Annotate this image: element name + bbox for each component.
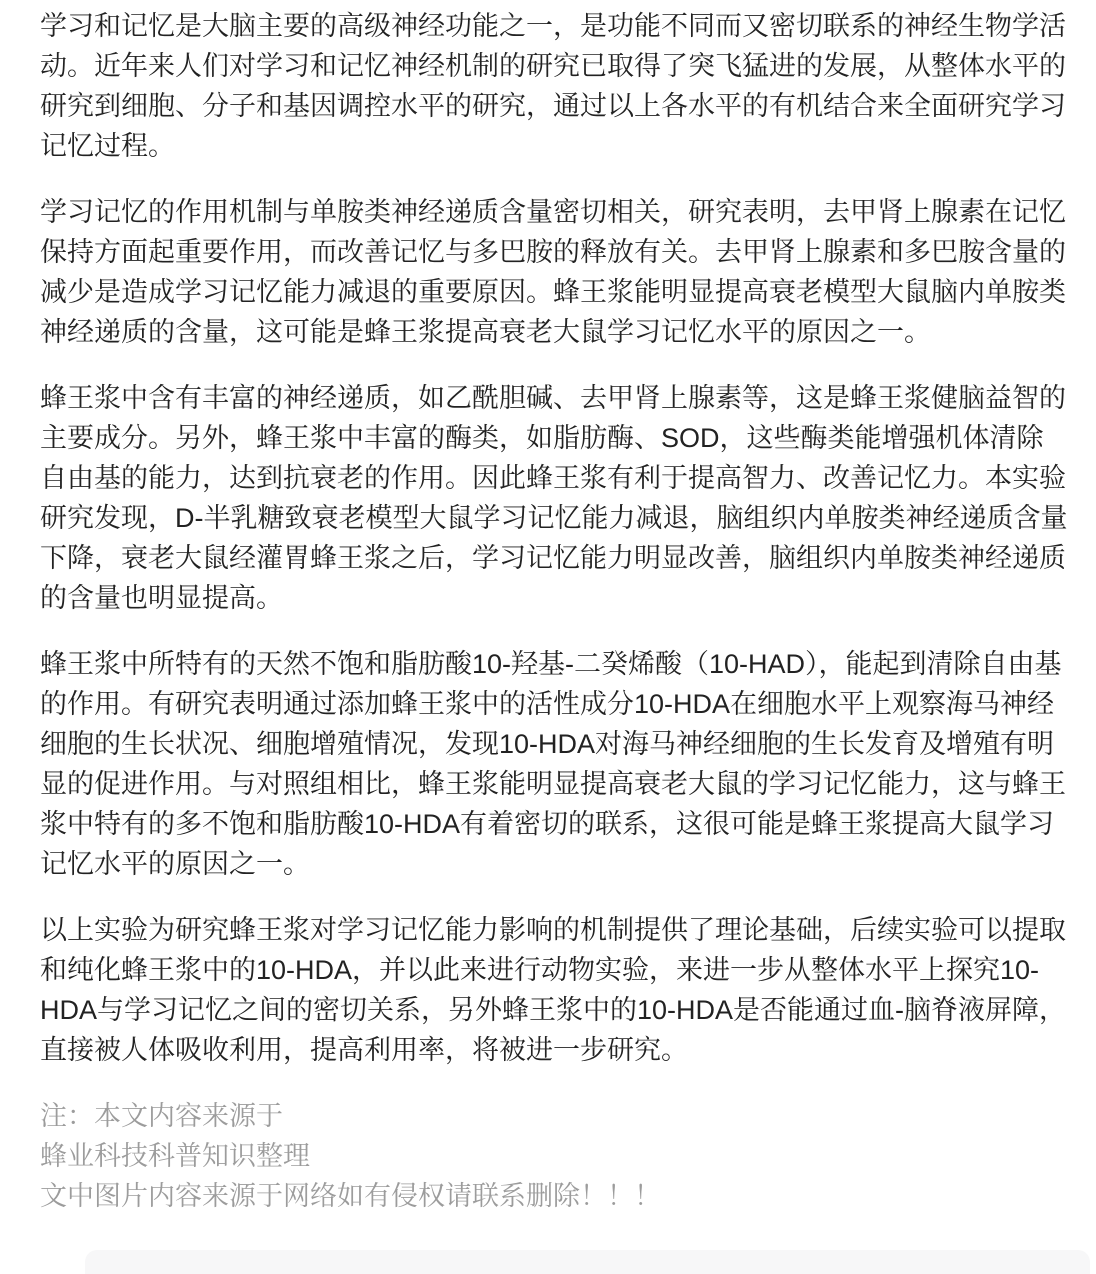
paragraph-5: 以上实验为研究蜂王浆对学习记忆能力影响的机制提供了理论基础，后续实验可以提取和纯化蜂王浆中的10-HDA，并以此来进行动物实验，来进一步从整体水平上探究10-HDA与学习记忆之间的密切关系，另外蜂王浆中的10-HDA是否能通过血-脑脊液屏障，直接被人体吸收利用，提高利用率，将被进一步研究。 — [40, 915, 1067, 1065]
source-note-line-1: 注：本文内容来源于 — [40, 1101, 283, 1131]
source-note-line-2: 蜂业科技科普知识整理 — [40, 1141, 310, 1171]
source-note-line-3: 文中图片内容来源于网络如有侵权请联系删除！！！ — [40, 1181, 661, 1211]
paragraph-3: 蜂王浆中含有丰富的神经递质，如乙酰胆碱、去甲肾上腺素等，这是蜂王浆健脑益智的主要成分。另外，蜂王浆中丰富的酶类，如脂肪酶、SOD，这些酶类能增强机体清除自由基的能力，达到抗衰老的作用。因此蜂王浆有利于提高智力、改善记忆力。本实验研究发现，D-半乳糖致衰老模型大鼠学习记忆能力减退，脑组织内单胺类神经递质含量下降，衰老大鼠经灌胃蜂王浆之后，学习记忆能力明显改善，脑组织内单胺类神经递质的含量也明显提高。 — [40, 383, 1068, 613]
paragraph-1: 学习和记忆是大脑主要的高级神经功能之一，是功能不同而又密切联系的神经生物学活动。近年来人们对学习和记忆神经机制的研究已取得了突飞猛进的发展，从整体水平的研究到细胞、分子和基因调控水平的研究，通过以上各水平的有机结合来全面研究学习记忆过程。 — [40, 11, 1066, 161]
next-card-top-edge — [85, 1250, 1090, 1274]
paragraph-4: 蜂王浆中所特有的天然不饱和脂肪酸10-羟基-二癸烯酸（10-HAD），能起到清除自由基的作用。有研究表明通过添加蜂王浆中的活性成分10-HDA在细胞水平上观察海马神经细胞的生长状况、细胞增殖情况，发现10-HDA对海马神经细胞的生长发育及增殖有明显的促进作用。与对照组相比，蜂王浆能明显提高衰老大鼠的学习记忆能力，这与蜂王浆中特有的多不饱和脂肪酸10-HDA有着密切的联系，这很可能是蜂王浆提高大鼠学习记忆水平的原因之一。 — [40, 649, 1066, 879]
source-note — [40, 1096, 1070, 1216]
paragraph-2: 学习记忆的作用机制与单胺类神经递质含量密切相关，研究表明，去甲肾上腺素在记忆保持方面起重要作用，而改善记忆与多巴胺的释放有关。去甲肾上腺素和多巴胺含量的减少是造成学习记忆能力减退的重要原因。蜂王浆能明显提高衰老模型大鼠脑内单胺类神经递质的含量，这可能是蜂王浆提高衰老大鼠学习记忆水平的原因之一。 — [40, 197, 1066, 347]
